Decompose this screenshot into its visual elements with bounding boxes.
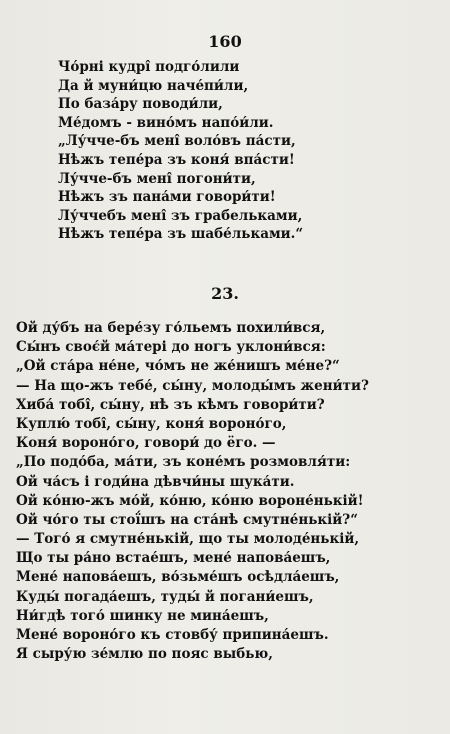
song-number: 23. (211, 284, 239, 303)
poem-line: Ой ду́бъ на бере́зу го́льемъ похили́вся, (16, 320, 326, 336)
poem-line: Ой ча́съ і годи́на дѣвчи́ны шука́ти. (16, 473, 295, 490)
poem-line: Ой чо́го ты стої́шъ на ста́нѣ смутне́нькій?“ (16, 511, 358, 528)
poem-line: Ой ко́ню-жъ мо́й, ко́ню, ко́ню вороне́нькій! (16, 492, 364, 509)
poem-line: „По подо́ба, ма́ти, зъ коне́мъ розмовля́ти: (16, 454, 351, 471)
poem-line: Да й муни́цю наче́пи́ли, (58, 77, 249, 94)
poem-line: Чо́рні кудрі̂ подго́лили (58, 59, 240, 75)
poem-line: Мене́ вороно́го къ стовбу́ припина́ешъ. (16, 627, 329, 643)
poem-line: Нѣжъ тепе́ра зъ шабе́льками.“ (58, 226, 304, 243)
poem-line: — На що-жъ тебе́, сы́ну, молоды́мъ жени́ти? (16, 377, 369, 394)
poem-line: Хиба́ тобі̂, сы́ну, нѣ зъ кѣмъ говори́ти? (16, 396, 325, 413)
poem-stanza-2 (16, 319, 436, 664)
poem-stanza-1 (58, 58, 418, 244)
poem-line: Коня́ вороно́го, говори́ до ёго. — (16, 435, 276, 452)
poem-line: Нѣжъ тепе́ра зъ коня́ впа́сти! (58, 151, 295, 168)
poem-line: „Ой ста́ра не́не, чо́мъ не же́нишъ ме́не?“ (16, 358, 340, 375)
poem-line: — Того́ я смутне́нькій, що ты молоде́нькій, (16, 531, 360, 548)
poem-line: Нѣжъ зъ пана́ми говори́ти! (58, 189, 276, 206)
poem-line: Ни́гдѣ того́ шинку не мина́ешъ, (16, 607, 269, 624)
poem-line: Лу́чче-бъ мені̂ погони́ти, (58, 170, 256, 187)
poem-line: Сы́нъ своє́й ма́тері до ногъ уклони́вся: (16, 339, 326, 356)
page-number: 160 (208, 32, 242, 51)
poem-line: Що ты ра́но встае́шъ, мене́ напова́ешъ, (16, 550, 331, 567)
poem-line: Куплю́ тобі̂, сы́ну, коня́ вороно́го, (16, 415, 287, 432)
poem-line: Лу́ччебъ мені̂ зъ граб́ельками, (58, 207, 303, 224)
poem-line: Куды́ погада́ешъ, туды́ й погани́ешъ, (16, 588, 314, 605)
poem-line: По база́ру поводи́ли, (58, 96, 223, 113)
poem-line: „Лу́чче-бъ мені̂ воло́въ па́сти, (58, 133, 296, 150)
poem-line: Я сыру́ю зе́млю по пояс выбью, (16, 646, 273, 663)
poem-line: Ме́домъ - вино́мъ напо́и́ли. (58, 114, 274, 131)
poem-line: Мене́ напова́ешъ, во́зьме́шъ осѣдла́ешъ, (16, 569, 340, 586)
